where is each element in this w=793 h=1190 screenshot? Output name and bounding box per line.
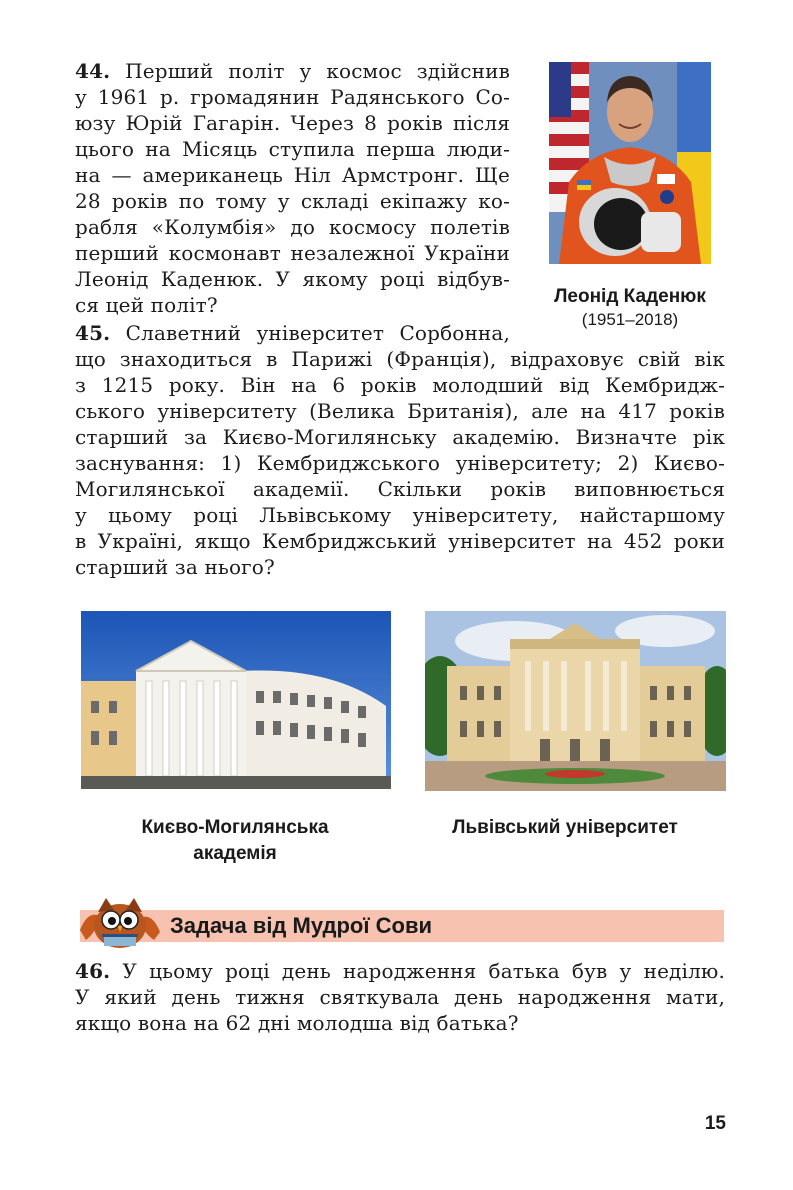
problem-44-line: у 1961 р. громадянин Радянського Со- — [75, 85, 510, 109]
problem-45-line: у цьому році Львівському університету, найстаршому — [75, 503, 725, 527]
owl-icon — [78, 890, 162, 950]
problem-45-line-1: 45. Славетний університет Сорбонна, — [75, 321, 510, 345]
problem-44-line: перший космонавт незалежної України — [75, 241, 510, 265]
problem-45-line: старший за нього? — [75, 555, 275, 579]
kyiv-mohyla-academy-photo — [81, 611, 391, 789]
problem-44-line: 28 років по тому у складі екіпажу ко- — [75, 189, 510, 213]
problem-45-line: Могилянської академії. Скільки років виповнюється — [75, 477, 725, 501]
page-number: 15 — [704, 1113, 726, 1134]
problem-44-line: цього на Місяць ступила перша люди- — [75, 137, 510, 161]
problem-44 — [75, 58, 510, 320]
problem-44-line: рабля «Колумбія» до космосу полетів — [75, 215, 510, 239]
problem-44-number: 44. — [75, 59, 111, 83]
problem-45-line: в Україні, якщо Кембриджський університет на 452 роки — [75, 529, 725, 553]
problem-44-line: ся цей політ? — [75, 293, 218, 317]
problem-46-line: якщо вона на 62 дні молодша від батька? — [75, 1011, 519, 1035]
problem-44-line: Леонід Каденюк. У якому році відбув- — [75, 267, 510, 291]
problem-45-line: старший за Києво-Могилянську академію. Визначте рік — [75, 425, 725, 449]
problem-44-line: на — американець Ніл Армстронг. Ще — [75, 163, 510, 187]
problem-46 — [75, 958, 725, 1038]
kyiv-caption-line-2: академія — [193, 843, 277, 864]
portrait-name: Леонід Каденюк — [554, 286, 706, 307]
kyiv-caption-line-1: Києво-Могилянська — [141, 817, 329, 838]
problem-46-line-1: 46. У цьому році день народження батька був у неділю. — [75, 959, 725, 983]
lviv-university-photo — [425, 611, 726, 791]
problem-45-number: 45. — [75, 321, 111, 345]
problem-46-line: У який день тижня святкувала день народження мати, — [75, 985, 725, 1009]
problem-45-line: заснування: 1) Кембриджського університету; 2) Києво- — [75, 451, 725, 475]
owl-section-title: Задача від Мудрої Сови — [170, 913, 433, 938]
problem-45 — [75, 320, 725, 582]
problem-45-line: ського університету (Велика Британія), але на 417 років — [75, 399, 725, 423]
portrait-years: (1951–2018) — [581, 310, 679, 329]
lviv-caption: Львівський університет — [452, 817, 678, 838]
problem-45-line: з 1215 року. Він на 6 років молодший від Кембридж- — [75, 373, 725, 397]
astronaut-portrait — [549, 62, 711, 264]
problem-46-number: 46. — [75, 959, 111, 983]
problem-45-line: що знаходиться в Парижі (Франція), відраховує свій вік — [75, 347, 725, 371]
problem-44-line: юзу Юрій Гагарін. Через 8 років після — [75, 111, 510, 135]
problem-44-line-1: 44. Перший політ у космос здійснив — [75, 59, 510, 83]
